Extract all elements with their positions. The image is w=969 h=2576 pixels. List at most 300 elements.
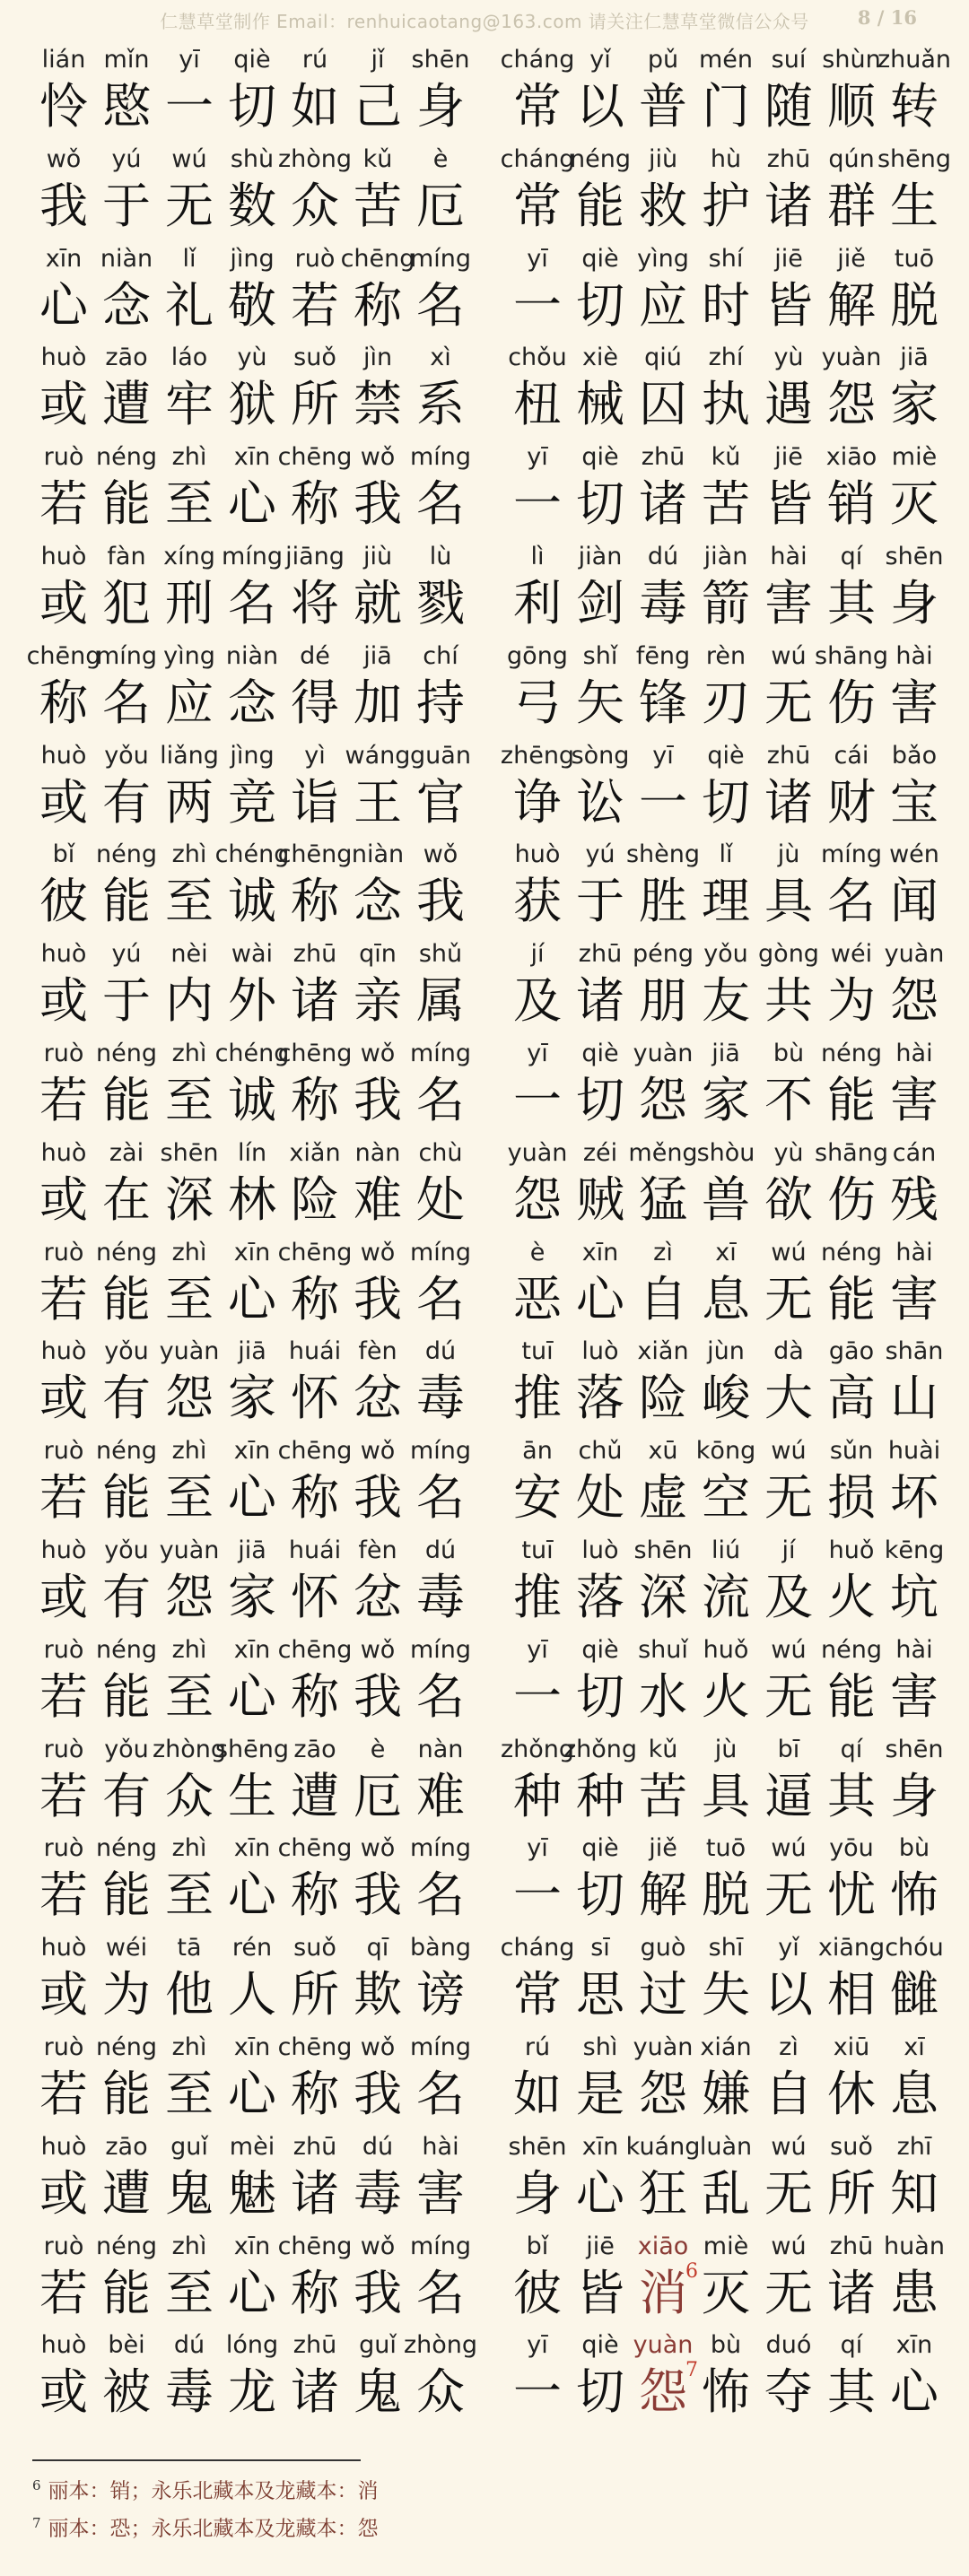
- verse-line: [500, 1735, 946, 1834]
- char-cell: [409, 1336, 472, 1435]
- pinyin: chēng: [277, 2032, 353, 2061]
- hanzi: 称: [291, 873, 339, 930]
- pinyin: ruò: [43, 1834, 84, 1863]
- pinyin: liú: [711, 1536, 741, 1564]
- pinyin: qiú: [644, 344, 682, 372]
- pinyin: tuī: [521, 1337, 554, 1366]
- hanzi: 能: [102, 2065, 151, 2122]
- char-cell: [403, 2330, 478, 2429]
- pinyin: yuàn: [633, 2032, 694, 2061]
- hanzi: 能: [827, 1667, 876, 1725]
- pinyin: jìng: [230, 741, 275, 770]
- hanzi: 害: [764, 574, 813, 631]
- verse-line: [500, 45, 952, 144]
- hanzi: 诸: [291, 2164, 339, 2222]
- pinyin: wǒ: [46, 144, 82, 173]
- pinyin: wú: [771, 2132, 807, 2161]
- verse-line: [506, 840, 946, 939]
- verse-line: [32, 2330, 478, 2430]
- footnote-marker[interactable]: 7: [685, 2359, 698, 2382]
- pinyin: zéi: [582, 1138, 618, 1167]
- pinyin: rèn: [705, 641, 746, 670]
- pinyin: xīn: [581, 2132, 619, 2161]
- hanzi: 名: [228, 574, 276, 631]
- hanzi: 以: [764, 1966, 813, 2023]
- hanzi: 鬼: [165, 2164, 214, 2222]
- pinyin: nèi: [170, 940, 208, 969]
- pinyin: huò: [40, 940, 87, 969]
- pinyin: zhòng: [403, 2331, 478, 2360]
- pinyin: zhì: [171, 1834, 207, 1863]
- hanzi: 夺: [764, 2363, 813, 2421]
- pinyin: yù: [237, 344, 267, 372]
- hanzi: 门: [702, 78, 750, 135]
- pinyin: qí: [840, 542, 863, 570]
- hanzi: 至: [165, 873, 214, 930]
- pinyin: néng: [96, 1635, 157, 1664]
- pinyin: qīn: [359, 940, 397, 969]
- pinyin: xián: [700, 2032, 752, 2061]
- hanzi: 有: [102, 1568, 151, 1625]
- hanzi: 厄: [354, 1767, 402, 1824]
- right-column: [500, 45, 952, 2430]
- pinyin: chēng: [277, 1238, 353, 1266]
- hanzi: 如: [513, 2065, 562, 2122]
- hanzi: 人: [228, 1966, 276, 2023]
- hanzi: 火: [827, 1568, 876, 1625]
- pinyin: xīn: [233, 2232, 271, 2260]
- hanzi: 至: [165, 1667, 214, 1725]
- hanzi: 切: [576, 2363, 624, 2421]
- char-cell: [883, 1735, 946, 1833]
- hanzi: 名: [416, 1667, 465, 1725]
- pinyin: xiǎn: [289, 1138, 341, 1167]
- char-cell: [409, 1833, 472, 1932]
- char-cell: [409, 741, 472, 840]
- pinyin: gāo: [828, 1337, 875, 1366]
- pinyin: néng: [96, 1834, 157, 1863]
- char-cell: [409, 641, 472, 740]
- pinyin: xīn: [233, 1635, 271, 1664]
- pinyin: qī: [366, 1934, 389, 1962]
- verse-line: [506, 1833, 946, 1933]
- pinyin: zhēng: [500, 741, 575, 770]
- hanzi: 水: [639, 1667, 687, 1725]
- hanzi: 休: [827, 2065, 876, 2122]
- pinyin: tā: [177, 1934, 202, 1962]
- pinyin: wú: [771, 1635, 807, 1664]
- hanzi: 毒: [639, 574, 687, 631]
- char-cell: [883, 840, 946, 938]
- char-cell: [883, 2330, 946, 2429]
- hanzi: 销: [827, 475, 876, 533]
- hanzi: 箭: [702, 574, 750, 631]
- pinyin: dé: [300, 641, 330, 670]
- hanzi: 鬼: [354, 2363, 402, 2421]
- hanzi: 心: [228, 475, 276, 533]
- pinyin: zhū: [578, 940, 623, 969]
- hanzi: 身: [513, 2164, 562, 2222]
- footnote-divider: [32, 2459, 361, 2461]
- verse-line: [506, 1238, 946, 1337]
- hanzi: 心: [228, 1867, 276, 1924]
- hanzi: 欺: [354, 1966, 402, 2023]
- hanzi: 常: [513, 1966, 562, 2023]
- verse-line: [32, 840, 472, 939]
- pinyin: hài: [770, 542, 808, 570]
- pinyin: liǎng: [160, 741, 219, 770]
- verse-line: [32, 2132, 472, 2232]
- char-cell: [883, 1536, 946, 1634]
- pinyin: hài: [895, 1238, 933, 1266]
- hanzi: 若: [39, 2264, 88, 2321]
- hanzi: 名: [416, 2264, 465, 2321]
- hanzi: 怨: [165, 1568, 214, 1625]
- pinyin: mǐn: [103, 46, 150, 74]
- hanzi: 我: [354, 2264, 402, 2321]
- verse-line: [32, 741, 472, 840]
- hanzi: 讼: [576, 773, 624, 831]
- hanzi: 诸: [764, 177, 813, 234]
- pinyin: luàn: [699, 2132, 753, 2161]
- pinyin: lián: [41, 46, 86, 74]
- pinyin: cháng: [500, 1934, 575, 1962]
- char-cell: [883, 1238, 946, 1336]
- hanzi: 心: [228, 1469, 276, 1527]
- hanzi: 不: [764, 1071, 813, 1128]
- hanzi: 怨: [165, 1370, 214, 1427]
- pinyin: duó: [765, 2331, 812, 2360]
- hanzi: 怀: [291, 1568, 339, 1625]
- pinyin: zì: [779, 2032, 799, 2061]
- hanzi: 生: [890, 177, 938, 234]
- char-cell: [883, 741, 946, 840]
- hanzi: 或: [39, 2363, 88, 2421]
- hanzi: 财: [827, 773, 876, 831]
- pinyin: bǐ: [526, 2232, 549, 2260]
- hanzi: 我: [354, 1867, 402, 1924]
- pinyin: zhū: [292, 940, 337, 969]
- hanzi: 一: [513, 1071, 562, 1128]
- char-cell: [409, 442, 472, 541]
- pinyin: jù: [714, 1735, 738, 1763]
- verse-line: [506, 1336, 946, 1436]
- hanzi: 能: [102, 1469, 151, 1527]
- pinyin: huò: [40, 1138, 87, 1167]
- pinyin: yìng: [637, 244, 689, 273]
- pinyin: dú: [424, 1536, 457, 1564]
- pinyin: chēng: [277, 1834, 353, 1863]
- pinyin: zài: [109, 1138, 144, 1167]
- hanzi: 以: [576, 78, 624, 135]
- pinyin: yōu: [829, 1834, 874, 1863]
- hanzi: 切: [576, 1867, 624, 1924]
- hanzi: 我: [416, 873, 465, 930]
- hanzi: 若: [39, 2065, 88, 2122]
- pinyin: yuàn: [821, 344, 882, 372]
- char-cell: [877, 45, 952, 144]
- pinyin: xīn: [233, 2032, 271, 2061]
- hanzi: 愍: [102, 78, 151, 135]
- pinyin: yī: [527, 443, 548, 472]
- hanzi: 将: [291, 574, 339, 631]
- hanzi: 兽: [702, 1171, 750, 1228]
- pinyin: shī: [708, 1934, 744, 1962]
- hanzi: 己: [354, 78, 402, 135]
- pinyin: shēn: [508, 2132, 567, 2161]
- pinyin: chēng: [277, 1437, 353, 1466]
- pinyin: guān: [410, 741, 471, 770]
- hanzi: 及: [513, 972, 562, 1030]
- pinyin: míng: [409, 1635, 472, 1664]
- hanzi: 怨: [639, 1071, 687, 1128]
- pinyin: zhū: [641, 443, 685, 472]
- pinyin: láo: [170, 344, 208, 372]
- pinyin: tuō: [894, 244, 935, 273]
- hanzi: 诣: [291, 773, 339, 831]
- hanzi: 常: [513, 177, 562, 234]
- verse-line: [32, 542, 472, 641]
- hanzi: 若: [39, 1667, 88, 1725]
- pinyin: jiā: [711, 1039, 740, 1067]
- pinyin: wǒ: [360, 2032, 396, 2061]
- pinyin: hài: [895, 641, 933, 670]
- hanzi: 一: [513, 2363, 562, 2421]
- hanzi: 推: [513, 1568, 562, 1625]
- hanzi: 心: [39, 276, 88, 334]
- hanzi: 高: [827, 1370, 876, 1427]
- hanzi: 家: [702, 1071, 750, 1128]
- hanzi: 山: [890, 1370, 938, 1427]
- pinyin: xīn: [581, 1238, 619, 1266]
- hanzi: 坑: [890, 1568, 938, 1625]
- pinyin: gòng: [758, 940, 819, 969]
- hanzi: 具: [764, 873, 813, 930]
- pinyin: dú: [173, 2331, 205, 2360]
- hanzi: 种: [576, 1767, 624, 1824]
- hanzi: 怨: [890, 972, 938, 1030]
- char-cell: [409, 939, 472, 1038]
- verse-line: [506, 1536, 946, 1635]
- pinyin: sòng: [571, 741, 630, 770]
- verse-columns: [26, 45, 952, 2431]
- hanzi: 难: [416, 1767, 465, 1824]
- hanzi: 称: [291, 2264, 339, 2321]
- pinyin: è: [432, 144, 449, 173]
- hanzi: 称: [354, 276, 402, 334]
- pinyin: néng: [96, 1039, 157, 1067]
- hanzi: 峻: [702, 1370, 750, 1427]
- pinyin: qí: [840, 1735, 863, 1763]
- pinyin: bǐ: [52, 840, 75, 869]
- pinyin: bǎo: [891, 741, 938, 770]
- pinyin: ruò: [294, 244, 336, 273]
- pinyin: jí: [530, 940, 545, 969]
- hanzi: 毒: [416, 1370, 465, 1427]
- pinyin: ruò: [43, 2032, 84, 2061]
- pinyin: ruò: [43, 1039, 84, 1067]
- hanzi: 执: [702, 376, 750, 433]
- pinyin: qún: [828, 144, 875, 173]
- footnote-marker[interactable]: 6: [685, 2259, 698, 2283]
- hanzi: 空: [702, 1469, 750, 1527]
- verse-line: [32, 1536, 472, 1635]
- hanzi: 于: [576, 873, 624, 930]
- char-cell: [883, 939, 946, 1038]
- hanzi: 其: [827, 2363, 876, 2421]
- char-cell: [883, 1635, 946, 1734]
- pinyin: huò: [514, 840, 561, 869]
- hanzi: 遭: [102, 2164, 151, 2222]
- hanzi: 落: [576, 1370, 624, 1427]
- hanzi: 数: [228, 177, 276, 234]
- hanzi: 险: [639, 1370, 687, 1427]
- verse-line: [32, 343, 472, 442]
- verse-line: [32, 2232, 472, 2331]
- hanzi: 共: [764, 972, 813, 1030]
- pinyin: jiā: [238, 1536, 266, 1564]
- pinyin: yǐ: [778, 1934, 799, 1962]
- hanzi: 加: [354, 674, 402, 731]
- pinyin: miè: [703, 2232, 749, 2260]
- char-cell: [409, 1735, 472, 1833]
- pinyin: zāo: [105, 344, 148, 372]
- hanzi: 能: [102, 1667, 151, 1725]
- verse-line: [506, 1039, 946, 1138]
- hanzi: 谤: [416, 1966, 465, 2023]
- pinyin: lì: [530, 542, 545, 570]
- pinyin: suǒ: [293, 1934, 336, 1962]
- pinyin: rú: [524, 2032, 551, 2061]
- hanzi: 具: [702, 1767, 750, 1824]
- pinyin: suí: [771, 46, 807, 74]
- char-cell: [409, 1238, 472, 1336]
- hanzi: 于: [102, 972, 151, 1030]
- hanzi: 名: [102, 674, 151, 731]
- pinyin: wǒ: [360, 1039, 396, 1067]
- hanzi: 就: [354, 574, 402, 631]
- hanzi: 心: [228, 2264, 276, 2321]
- page-number: 8 / 16: [857, 6, 917, 29]
- hanzi: 若: [39, 1071, 88, 1128]
- pinyin: kǔ: [648, 1735, 678, 1763]
- verse-line: [506, 641, 946, 741]
- pinyin: jiě: [837, 244, 866, 273]
- pinyin: chǔ: [578, 1437, 623, 1466]
- hanzi: 一: [513, 1867, 562, 1924]
- verse-line: [506, 2330, 946, 2430]
- pinyin: fēng: [635, 641, 691, 670]
- pinyin: qiè: [581, 244, 619, 273]
- pinyin: sī: [590, 1934, 610, 1962]
- pinyin: lǐ: [719, 840, 733, 869]
- hanzi: 称: [291, 1667, 339, 1725]
- hanzi: 无: [764, 674, 813, 731]
- pinyin: huǒ: [828, 1536, 875, 1564]
- pinyin: wú: [771, 1437, 807, 1466]
- hanzi: 息: [702, 1270, 750, 1327]
- hanzi: 诚: [228, 1071, 276, 1128]
- pinyin: jiē: [774, 443, 803, 472]
- hanzi: 众: [165, 1767, 214, 1824]
- verse-line: [506, 343, 946, 442]
- verse-line: [506, 1436, 946, 1536]
- hanzi: 众: [416, 2363, 465, 2421]
- pinyin: guǐ: [359, 2331, 397, 2360]
- hanzi: 一: [513, 276, 562, 334]
- pinyin: zhū: [292, 2132, 337, 2161]
- hanzi: 遭: [291, 1767, 339, 1824]
- pinyin: ruò: [43, 1238, 84, 1266]
- hanzi: 顺: [827, 78, 876, 135]
- hanzi: 家: [228, 1370, 276, 1427]
- hanzi: 诚: [228, 873, 276, 930]
- pinyin: shāng: [815, 1138, 888, 1167]
- pinyin: yī: [652, 741, 674, 770]
- pinyin: wén: [889, 840, 939, 869]
- hanzi: 王: [354, 773, 402, 831]
- hanzi: 得: [291, 674, 339, 731]
- pinyin: bù: [898, 1834, 930, 1863]
- hanzi: 诸: [639, 475, 687, 533]
- pinyin: yuàn: [507, 1138, 568, 1167]
- pinyin: huò: [40, 344, 87, 372]
- hanzi: 雠: [890, 1966, 938, 2023]
- pinyin: gōng: [507, 641, 568, 670]
- pinyin: xiū: [833, 2032, 870, 2061]
- pinyin: jùn: [707, 1337, 745, 1366]
- verse-line: [506, 1635, 946, 1735]
- verse-line: [32, 1336, 472, 1436]
- pinyin: zhì: [171, 2232, 207, 2260]
- char-cell: [409, 542, 472, 640]
- pinyin: míng: [409, 2032, 472, 2061]
- hanzi: 彼: [513, 2264, 562, 2321]
- pinyin: bù: [710, 2331, 742, 2360]
- hanzi: 诸: [576, 972, 624, 1030]
- hanzi: 嫌: [702, 2065, 750, 2122]
- hanzi: 虚: [639, 1469, 687, 1527]
- hanzi: 心: [576, 2164, 624, 2222]
- pinyin: jiāng: [285, 542, 345, 570]
- pinyin: wú: [771, 1238, 807, 1266]
- hanzi: 为: [102, 1966, 151, 2023]
- hanzi: 普: [639, 78, 687, 135]
- hanzi: 心: [576, 1270, 624, 1327]
- hanzi: 剑: [576, 574, 624, 631]
- pinyin: zāo: [293, 1735, 336, 1763]
- hanzi: 我: [354, 1667, 402, 1725]
- pinyin: rú: [301, 46, 328, 74]
- hanzi: 忿: [354, 1568, 402, 1625]
- footnotes: [32, 2467, 840, 2542]
- pinyin: lín: [237, 1138, 267, 1167]
- pinyin: xīn: [233, 443, 271, 472]
- verse-line: [506, 244, 946, 344]
- hanzi: 一: [639, 773, 687, 831]
- hanzi: 或: [39, 1966, 88, 2023]
- hanzi: 名: [416, 2065, 465, 2122]
- char-cell: [409, 1138, 472, 1237]
- hanzi: 能: [102, 873, 151, 930]
- hanzi: 名: [416, 1071, 465, 1128]
- pinyin: suǒ: [293, 344, 336, 372]
- hanzi: 为: [827, 972, 876, 1030]
- hanzi: 身: [890, 574, 938, 631]
- hanzi: 若: [39, 1867, 88, 1924]
- pinyin: yuàn: [633, 1039, 694, 1067]
- hanzi: 逼: [764, 1767, 813, 1824]
